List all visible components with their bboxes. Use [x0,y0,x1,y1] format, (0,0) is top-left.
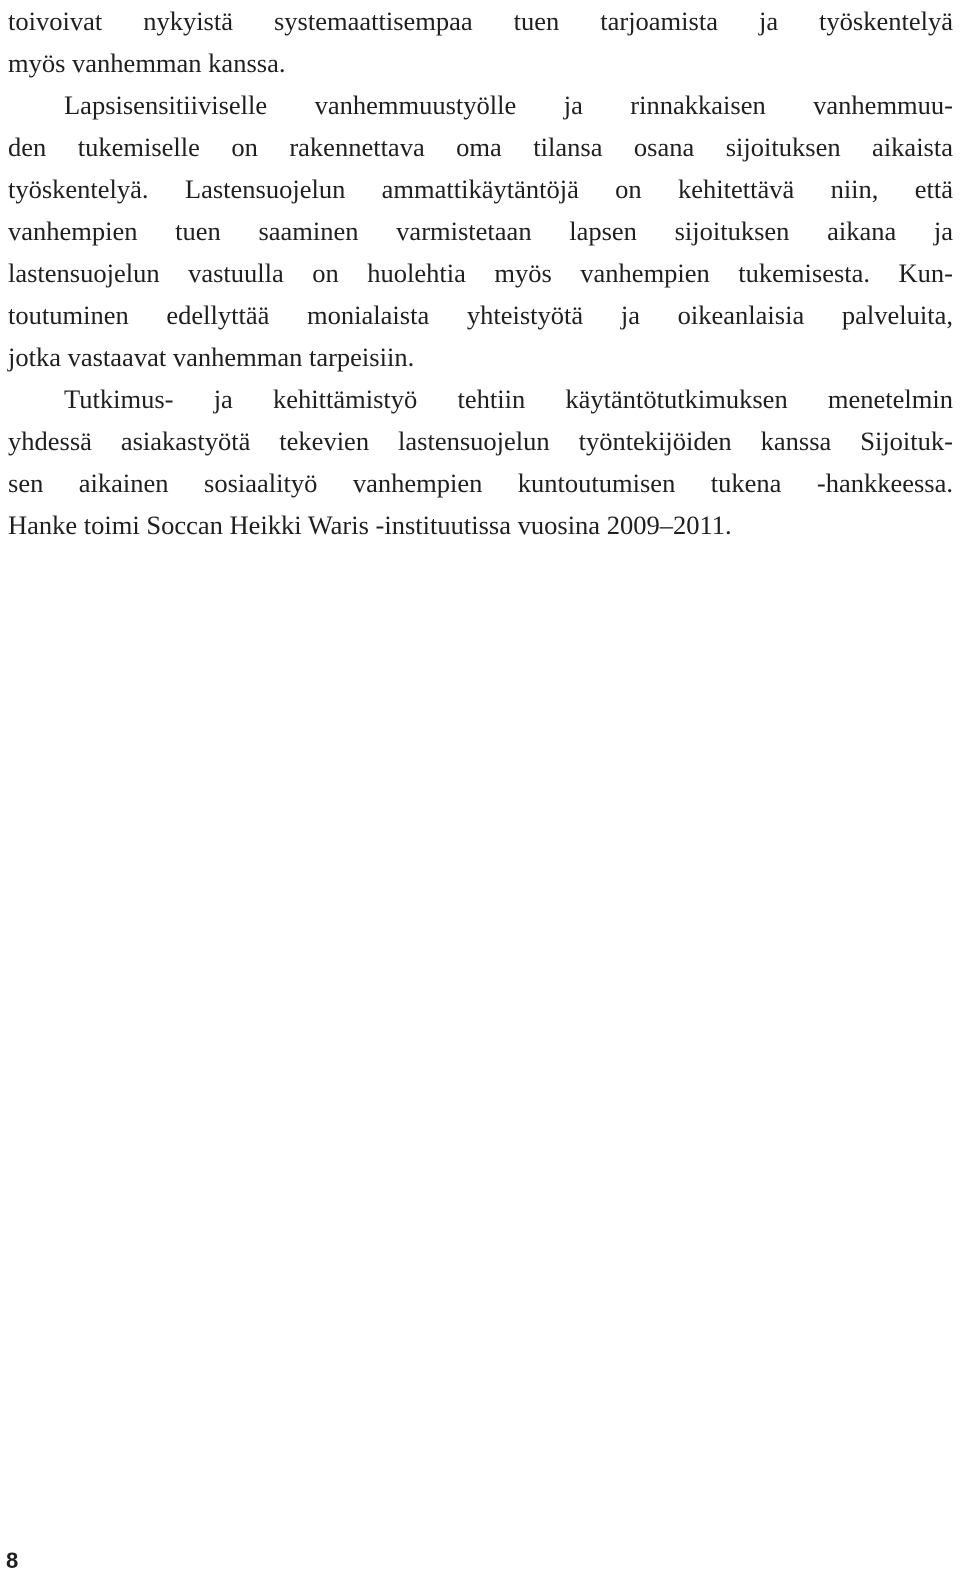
text-line: toutuminen edellyttää monialaista yhteistyötä ja oikeanlaisia palveluita, [8,300,953,330]
text-line: toivoivat nykyistä systemaattisempaa tuen tarjoamista ja työskentelyä [8,6,953,36]
page-number: 8 [6,1548,19,1573]
text-line: Lapsisensitiiviselle vanhemmuustyölle ja rinnakkaisen vanhemmuu- [64,90,953,120]
body-text [8,0,953,546]
text-line: Hanke toimi Soccan Heikki Waris -instituutissa vuosina 2009–2011. [8,510,732,540]
text-line: yhdessä asiakastyötä tekevien lastensuojelun työntekijöiden kanssa Sijoituk- [8,426,953,456]
text-line: Tutkimus- ja kehittämistyö tehtiin käytäntötutkimuksen menetelmin [64,384,953,414]
text-line: jotka vastaavat vanhemman tarpeisiin. [8,342,415,372]
text-line: työskentelyä. Lastensuojelun ammattikäytäntöjä on kehitettävä niin, että [8,174,953,204]
text-line: den tukemiselle on rakennettava oma tilansa osana sijoituksen aikaista [8,132,953,162]
text-line: sen aikainen sosiaalityö vanhempien kuntoutumisen tukena -hankkeessa. [8,468,953,498]
paragraph-1 [8,0,953,84]
text-line: myös vanhemman kanssa. [8,48,286,78]
text-line: vanhempien tuen saaminen varmistetaan lapsen sijoituksen aikana ja [8,216,953,246]
text-line: lastensuojelun vastuulla on huolehtia myös vanhempien tukemisesta. Kun- [8,258,953,288]
paragraph-2 [8,84,953,378]
paragraph-3 [8,378,953,546]
